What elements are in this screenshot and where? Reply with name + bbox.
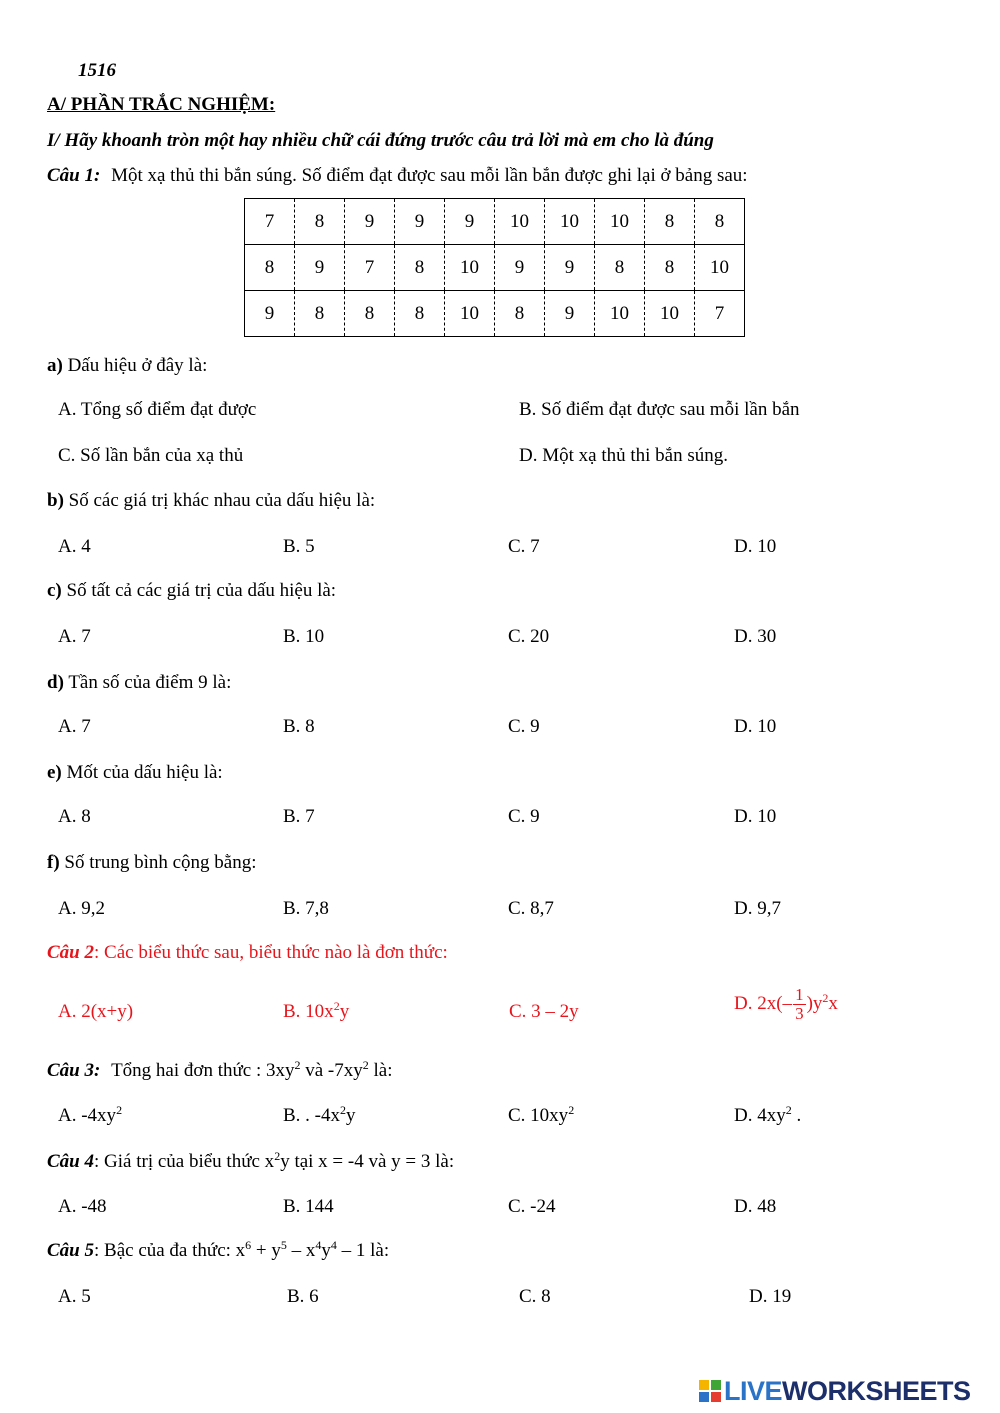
superscript: 2: [116, 1103, 123, 1117]
option-b[interactable]: B. 6: [287, 1286, 319, 1307]
superscript: 4: [315, 1238, 322, 1252]
section-title: A/ PHẦN TRẮC NGHIỆM:: [47, 94, 276, 115]
question-2: [47, 942, 448, 964]
option-a[interactable]: [58, 1105, 122, 1127]
part-f-question: [47, 852, 257, 874]
liveworksheets-logo: [698, 1377, 971, 1405]
text-part: là:: [368, 1060, 393, 1081]
part-text: Số các giá trị khác nhau của dấu hiệu là:: [68, 490, 376, 511]
option-d[interactable]: D. Một xạ thủ thi bắn súng.: [519, 445, 728, 466]
option-b[interactable]: B. 8: [283, 716, 315, 737]
option-c[interactable]: [508, 1105, 574, 1127]
option-a[interactable]: A. 7: [58, 716, 91, 737]
option-c[interactable]: C. 9: [508, 716, 540, 737]
table-cell: 10: [545, 199, 595, 245]
option-c[interactable]: C. 7: [508, 536, 540, 557]
table-cell: 10: [495, 199, 545, 245]
question-3-text: [111, 1060, 392, 1081]
option-b[interactable]: B. 7,8: [283, 898, 329, 919]
option-a[interactable]: A. 2(x+y): [58, 1001, 134, 1022]
question-3: [47, 1060, 393, 1082]
part-label: c): [47, 580, 62, 601]
text-part: – x: [286, 1240, 316, 1261]
table-cell: 8: [645, 199, 695, 245]
superscript: 2: [294, 1058, 301, 1072]
option-text: y: [339, 1001, 350, 1022]
table-cell: 9: [345, 199, 395, 245]
fraction: [793, 986, 806, 1023]
option-b[interactable]: B. 10: [283, 626, 325, 647]
table-row: [245, 245, 745, 291]
option-a[interactable]: A. Tổng số điểm đạt được: [58, 399, 257, 420]
part-label: d): [47, 672, 64, 693]
question-4-text: [94, 1151, 454, 1172]
table-cell: 7: [695, 291, 745, 337]
table-cell: 10: [595, 199, 645, 245]
part-c-question: [47, 580, 336, 602]
question-5-text: [94, 1240, 389, 1261]
table-cell: 7: [245, 199, 295, 245]
option-a[interactable]: A. 8: [58, 806, 91, 827]
score-table: [244, 198, 745, 337]
option-c[interactable]: C. 9: [508, 806, 540, 827]
table-cell: 10: [445, 245, 495, 291]
option-text: B. 10x: [283, 1001, 334, 1022]
table-cell: 8: [595, 245, 645, 291]
option-text: B. . -4x: [283, 1105, 340, 1126]
superscript: 2: [274, 1149, 281, 1163]
question-4-label: Câu 4: [47, 1151, 94, 1172]
part-text: Số tất cả các giá trị của dấu hiệu là:: [66, 580, 337, 601]
question-1: [47, 165, 748, 187]
table-cell: 9: [445, 199, 495, 245]
table-cell: 10: [695, 245, 745, 291]
part-text: Số trung bình cộng bằng:: [64, 852, 257, 873]
superscript: 6: [245, 1238, 252, 1252]
table-cell: 10: [595, 291, 645, 337]
part-label: a): [47, 355, 63, 376]
table-cell: 9: [545, 245, 595, 291]
option-a[interactable]: A. 5: [58, 1286, 91, 1307]
table-cell: 8: [295, 199, 345, 245]
option-d[interactable]: D. 30: [734, 626, 777, 647]
option-text: A. -4xy: [58, 1105, 117, 1126]
question-1-label: Câu 1:: [47, 165, 101, 186]
option-c[interactable]: C. 8: [519, 1286, 551, 1307]
option-text: .: [791, 1105, 802, 1126]
table-cell: 8: [495, 291, 545, 337]
part-text: Dấu hiệu ở đây là:: [67, 355, 208, 376]
table-cell: 8: [295, 291, 345, 337]
text-part: : Giá trị của biểu thức x: [94, 1151, 275, 1172]
option-c[interactable]: C. 3 – 2y: [509, 1001, 579, 1022]
superscript: 2: [785, 1103, 792, 1117]
text-part: y: [321, 1240, 331, 1261]
liveworksheets-mark-icon: [698, 1379, 722, 1403]
superscript: 2: [568, 1103, 575, 1117]
table-cell: 10: [445, 291, 495, 337]
table-cell: 8: [245, 245, 295, 291]
table-cell: 8: [395, 291, 445, 337]
option-a[interactable]: A. -48: [58, 1196, 107, 1217]
option-b[interactable]: [283, 1001, 349, 1023]
table-cell: 8: [395, 245, 445, 291]
option-a[interactable]: A. 4: [58, 536, 91, 557]
part-text: Mốt của dấu hiệu là:: [66, 762, 223, 783]
option-text: )y: [806, 992, 823, 1014]
table-cell: 8: [345, 291, 395, 337]
option-text: D. 4xy: [734, 1105, 786, 1126]
option-b[interactable]: B. Số điểm đạt được sau mỗi lần bắn: [519, 399, 800, 420]
option-d[interactable]: D. 10: [734, 716, 777, 737]
table-cell: 9: [495, 245, 545, 291]
table-row: [245, 199, 745, 245]
option-d[interactable]: [734, 986, 838, 1023]
text-part: và -7xy: [300, 1060, 363, 1081]
text-part: : Bậc của đa thức: x: [94, 1240, 246, 1261]
part-label: f): [47, 852, 60, 873]
superscript: 4: [330, 1238, 337, 1252]
table-cell: 9: [395, 199, 445, 245]
table-cell: 9: [245, 291, 295, 337]
option-c[interactable]: C. Số lần bắn của xạ thủ: [58, 445, 244, 466]
superscript: 2: [822, 990, 829, 1005]
brand-suffix: WORKSHEETS: [782, 1375, 971, 1406]
option-b[interactable]: B. 7: [283, 806, 315, 827]
question-4: [47, 1151, 454, 1173]
part-text: Tần số của điểm 9 là:: [68, 672, 232, 693]
table-row: [245, 291, 745, 337]
superscript: 2: [333, 999, 340, 1013]
text-part: Tổng hai đơn thức : 3xy: [111, 1060, 295, 1081]
option-b[interactable]: [283, 1105, 356, 1127]
part-a-question: [47, 355, 207, 377]
worksheet-code: 1516: [78, 60, 116, 81]
option-d[interactable]: D. 10: [734, 536, 777, 557]
text-part: – 1 là:: [336, 1240, 390, 1261]
option-b[interactable]: B. 144: [283, 1196, 334, 1217]
table-cell: 7: [345, 245, 395, 291]
superscript: 2: [340, 1103, 346, 1117]
table-cell: 8: [645, 245, 695, 291]
option-text: x: [828, 992, 838, 1014]
option-text: D. 2x(–: [734, 992, 793, 1014]
question-3-label: Câu 3:: [47, 1060, 101, 1081]
option-text: y: [346, 1105, 356, 1126]
option-c[interactable]: C. 20: [508, 626, 550, 647]
part-b-question: [47, 490, 375, 512]
part-label: b): [47, 490, 64, 511]
option-c[interactable]: C. 8,7: [508, 898, 554, 919]
option-d[interactable]: D. 10: [734, 806, 777, 827]
question-2-text: : Các biểu thức sau, biểu thức nào là đơn thức:: [94, 942, 448, 963]
superscript: 5: [280, 1238, 287, 1252]
table-cell: 8: [695, 199, 745, 245]
text-part: + y: [251, 1240, 281, 1261]
option-c[interactable]: C. -24: [508, 1196, 556, 1217]
brand-prefix: LIVE: [724, 1375, 783, 1406]
table-cell: 10: [645, 291, 695, 337]
part-e-question: [47, 762, 223, 784]
fraction-denominator: 3: [795, 1004, 804, 1023]
superscript: 2: [362, 1058, 369, 1072]
question-5-label: Câu 5: [47, 1240, 94, 1261]
brand-name: [724, 1376, 971, 1407]
table-cell: 9: [545, 291, 595, 337]
part-label: e): [47, 762, 62, 783]
option-d[interactable]: [734, 1105, 801, 1127]
option-text: C. 10xy: [508, 1105, 569, 1126]
option-d[interactable]: D. 9,7: [734, 898, 781, 919]
instruction: I/ Hãy khoanh tròn một hay nhiều chữ cái đứng trước câu trả lời mà em cho là đúng: [47, 130, 714, 151]
option-d[interactable]: D. 19: [749, 1286, 792, 1307]
question-2-label: Câu 2: [47, 942, 94, 963]
option-a[interactable]: A. 9,2: [58, 898, 105, 919]
question-1-text: Một xạ thủ thi bắn súng. Số điểm đạt được sau mỗi lần bắn được ghi lại ở bảng sau:: [111, 165, 748, 186]
option-b[interactable]: B. 5: [283, 536, 315, 557]
option-a[interactable]: A. 7: [58, 626, 91, 647]
text-part: y tại x = -4 và y = 3 là:: [280, 1151, 455, 1172]
question-5: [47, 1240, 389, 1262]
part-d-question: [47, 672, 231, 694]
option-d[interactable]: D. 48: [734, 1196, 777, 1217]
fraction-numerator: 1: [795, 985, 804, 1004]
table-cell: 9: [295, 245, 345, 291]
